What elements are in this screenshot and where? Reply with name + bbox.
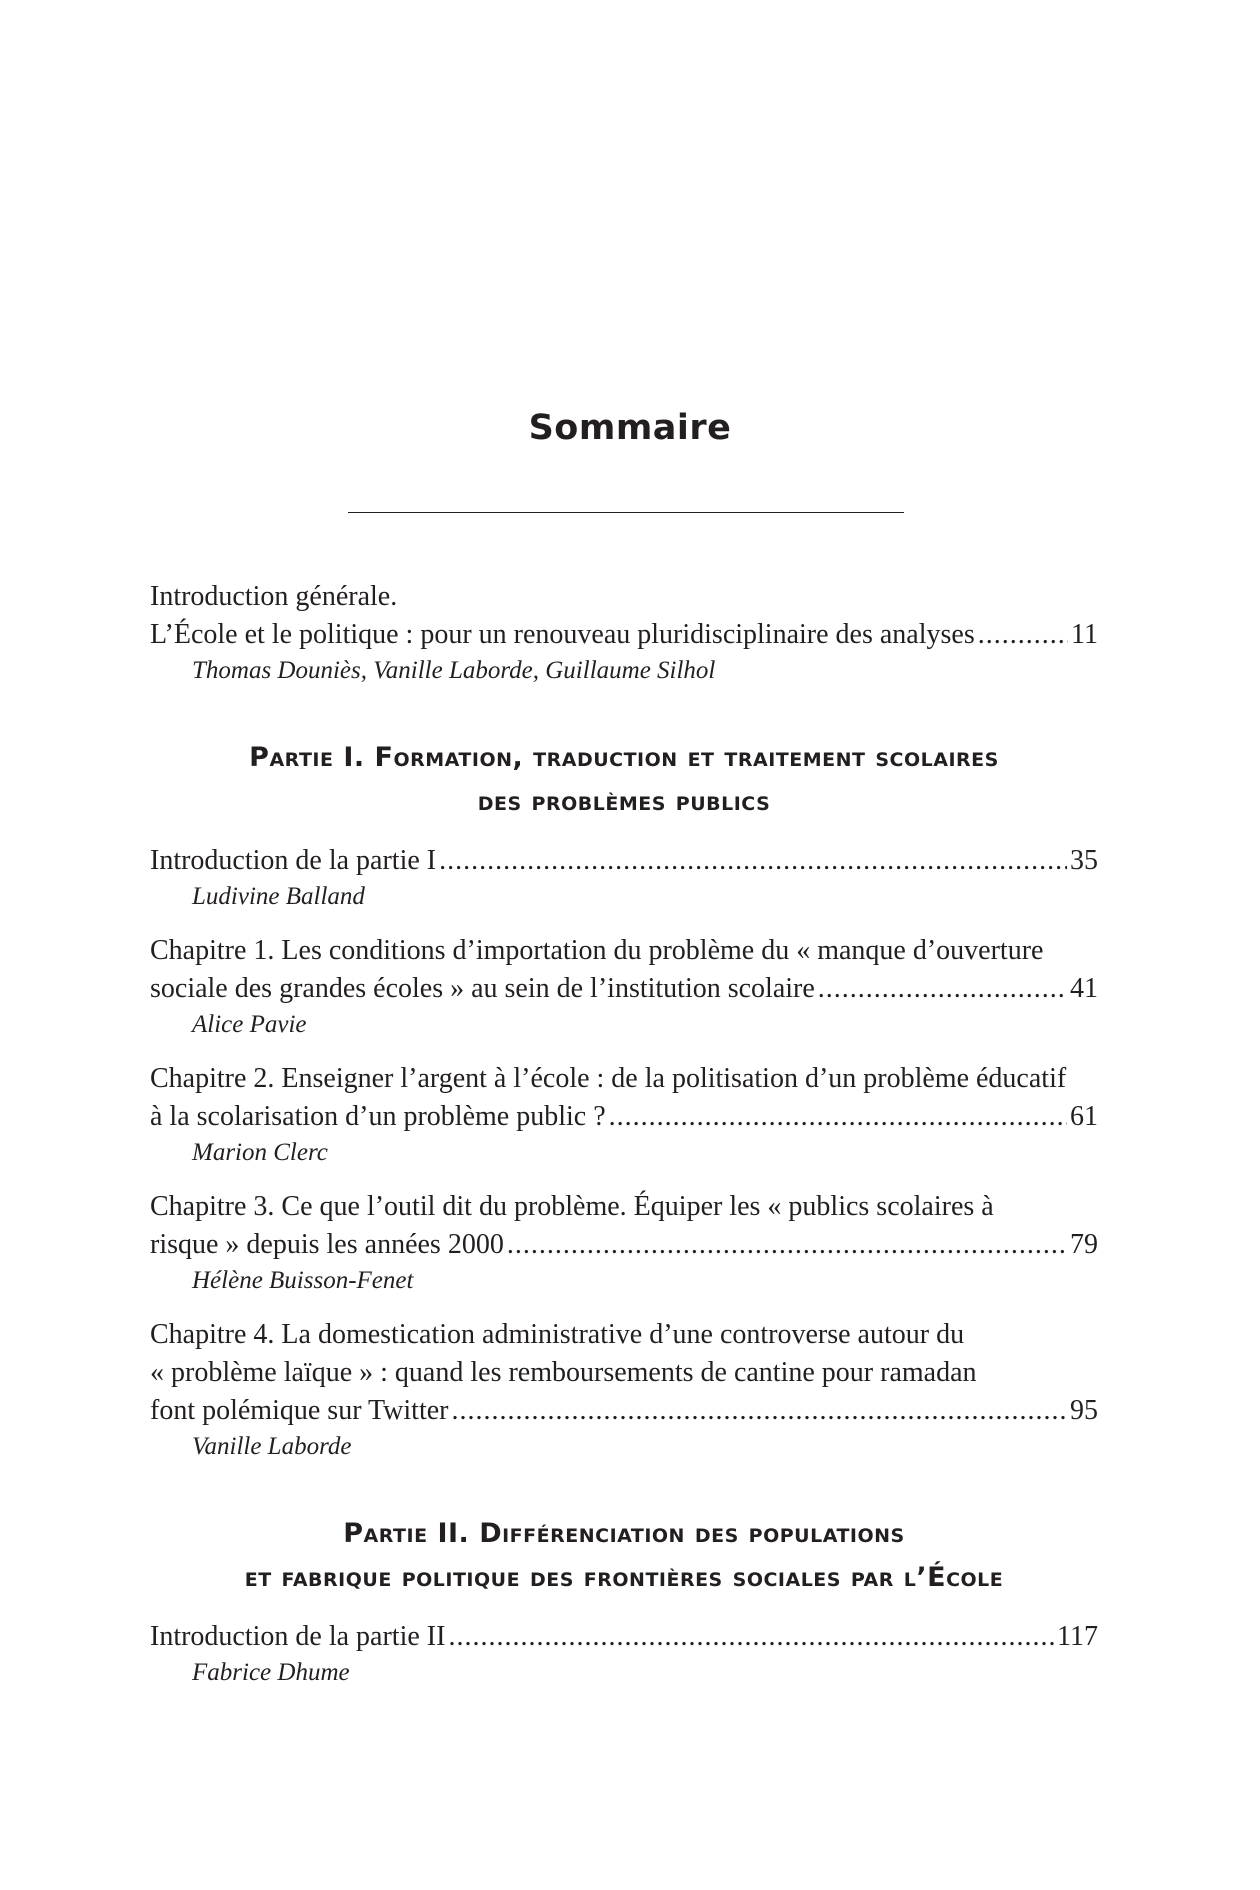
dot-leader [439, 842, 1067, 880]
toc-line [150, 970, 1098, 1008]
page-number: 35 [1070, 845, 1098, 876]
part-heading-line: des problèmes publics [477, 786, 771, 817]
toc-entry[interactable] [150, 1618, 1098, 1656]
toc-entry-text: à la scolarisation d’un problème public ? [150, 1101, 606, 1132]
toc-line [150, 1316, 1098, 1354]
toc-line [150, 842, 1098, 880]
toc-author: Alice Pavie [192, 1011, 307, 1038]
part-heading-2 [130, 1512, 1118, 1600]
toc-line [150, 1098, 1098, 1136]
title-divider [348, 512, 904, 513]
dot-leader [451, 1392, 1067, 1430]
dot-leader [978, 616, 1068, 654]
toc-entry-text: Introduction générale. [150, 581, 398, 612]
toc-line [150, 1392, 1098, 1430]
toc-line [150, 932, 1098, 970]
page-number: 61 [1070, 1101, 1098, 1132]
toc-entry-text: risque » depuis les années 2000 [150, 1229, 504, 1260]
toc-line [150, 578, 1098, 616]
toc-line [150, 1226, 1098, 1264]
page-number: 41 [1070, 973, 1098, 1004]
toc-entry-text: Chapitre 3. Ce que l’outil dit du problème. Équiper les « publics scolaires à [150, 1191, 994, 1222]
toc-line [150, 1354, 1098, 1392]
toc-author: Thomas Douniès, Vanille Laborde, Guillaume Silhol [192, 657, 716, 684]
toc-entry-text: Chapitre 2. Enseigner l’argent à l’école : de la politisation d’un problème éducatif [150, 1063, 1067, 1094]
toc-entry[interactable] [150, 842, 1098, 880]
page-number: 79 [1070, 1229, 1098, 1260]
toc-line [150, 1618, 1098, 1656]
toc-entry-text: Chapitre 1. Les conditions d’importation du problème du « manque d’ouverture [150, 935, 1044, 966]
toc-author: Ludivine Balland [192, 883, 365, 910]
toc-line [150, 616, 1098, 654]
toc-line [150, 1188, 1098, 1226]
dot-leader [609, 1098, 1067, 1136]
toc-entry-text: Introduction de la partie II [150, 1621, 446, 1652]
toc-line [150, 1060, 1098, 1098]
page-title: Sommaire [528, 408, 732, 448]
toc-entry-text: « problème laïque » : quand les remboursements de cantine pour ramadan [150, 1357, 977, 1388]
toc-entry-introduction[interactable] [150, 578, 1098, 654]
part-heading-line: Partie II. Différenciation des populations [343, 1518, 905, 1549]
toc-entry-text: L’École et le politique : pour un renouveau pluridisciplinaire des analyses [150, 619, 975, 650]
toc-entry[interactable] [150, 1316, 1098, 1430]
toc-entry-text: sociale des grandes écoles » au sein de l’institution scolaire [150, 973, 815, 1004]
dot-leader [448, 1618, 1054, 1656]
part-heading-line: Partie I. Formation, traduction et traitement scolaires [249, 742, 999, 773]
dot-leader [818, 970, 1067, 1008]
toc-author: Fabrice Dhume [192, 1659, 350, 1686]
part-heading-1 [130, 736, 1118, 824]
toc-entry-text: font polémique sur Twitter [150, 1395, 449, 1426]
toc-entry[interactable] [150, 1060, 1098, 1136]
toc-entry-text: Introduction de la partie I [150, 845, 437, 876]
page-number: 117 [1057, 1621, 1098, 1652]
toc-author: Marion Clerc [192, 1139, 328, 1166]
dot-leader [507, 1226, 1067, 1264]
page-number: 11 [1071, 619, 1098, 650]
part-heading-line: et fabrique politique des frontières sociales par l’École [244, 1562, 1004, 1593]
toc-entry[interactable] [150, 932, 1098, 1008]
toc-entry-text: Chapitre 4. La domestication administrative d’une controverse autour du [150, 1319, 965, 1350]
toc-entry[interactable] [150, 1188, 1098, 1264]
page-number: 95 [1070, 1395, 1098, 1426]
toc-author: Hélène Buisson-Fenet [192, 1267, 414, 1294]
toc-author: Vanille Laborde [192, 1433, 352, 1460]
table-of-contents [150, 578, 1098, 1690]
